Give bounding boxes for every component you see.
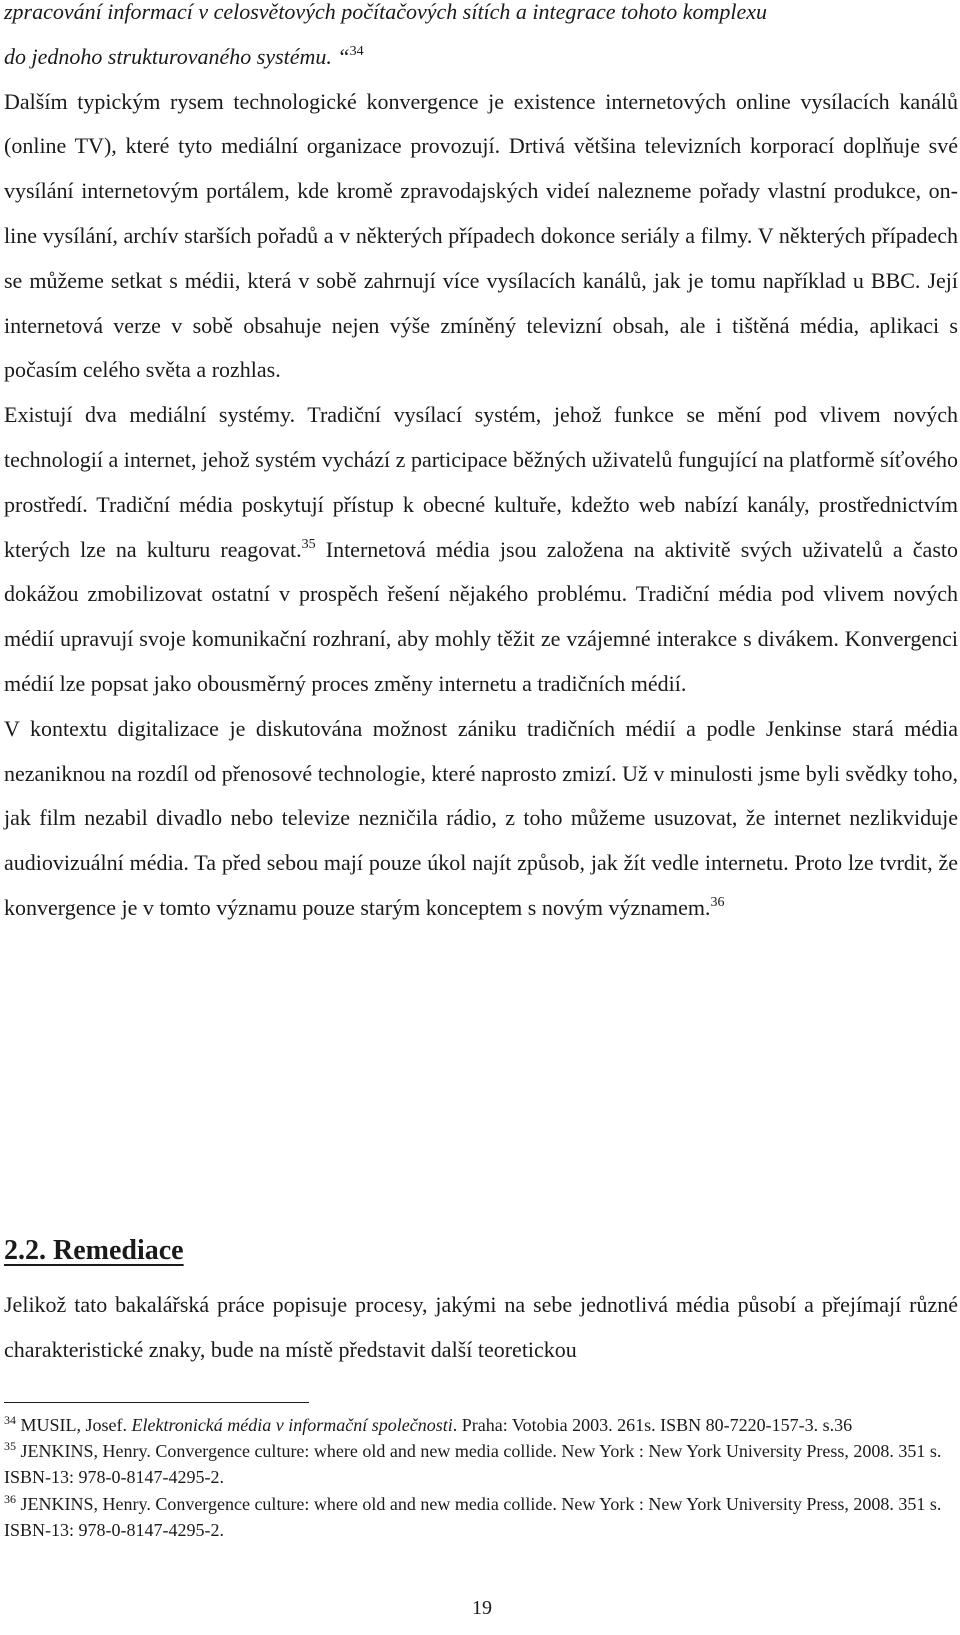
section-heading-text: 2.2. Remediace (4, 1235, 184, 1266)
page-number: 19 (472, 1597, 492, 1619)
footnote-separator (4, 1402, 309, 1403)
footnote-35-text: JENKINS, Henry. Convergence culture: where old and new media collide. New York : New York University Press, 2008. 351 s. ISBN-13: 978-0-8147-4295-2. (4, 1441, 942, 1488)
footnote-ref-34: 34 (349, 43, 364, 59)
paragraph-online-tv: Dalším typickým rysem technologické konvergence je existence internetových online vysílacích kanálů (online TV), které tyto mediální organizace provozují. Drtivá většina televizních korporací doplňuje své vysílání internetovým portálem, kde kromě zpravodajských videí nalezneme pořady vlastní produkce, on-line vysílání, archív starších pořadů a v některých případech dokonce seriály a filmy. V některých případech se můžeme setkat s médii, která v sobě zahrnují více vysílacích kanálů, jak je tomu například u BBC. Její internetová verze v sobě obsahuje nejen výše zmíněný televizní obsah, ale i tištěná média, aplikaci s počasím celého světa a rozhlas. (4, 88, 958, 383)
document-page (4, 0, 960, 1635)
footnote-36 (4, 1491, 954, 1543)
paragraph-media-systems (4, 393, 958, 707)
quote-continuation (4, 0, 958, 80)
footnote-ref-36: 36 (710, 894, 725, 910)
footnote-ref-35: 35 (301, 536, 316, 552)
footnote-number-34: 34 (4, 1413, 16, 1427)
footnote-36-text: JENKINS, Henry. Convergence culture: where old and new media collide. New York : New York University Press, 2008. 351 s. ISBN-13: 978-0-8147-4295-2. (4, 1493, 942, 1540)
footnote-35 (4, 1438, 954, 1490)
footnote-34-title: Elektronická média v informační společnosti (131, 1415, 453, 1435)
footnote-34-rest: . Praha: Votobia 2003. 261s. ISBN 80-7220-157-3. s.36 (452, 1415, 853, 1435)
quote-line-2: do jednoho strukturovaného systému. “ (4, 43, 350, 69)
paragraph-media-systems-part-1: Existují dva mediální systémy. Tradiční vysílací systém, jehož funkce se mění pod vlivem nových technologií a internet, jehož systém vychází z participace běžných uživatelů fungující na platformě síťového prostředí. Tradiční média poskytují přístup k obecné kultuře, kdežto web nabízí kanály, prostřednictvím kterých lze na kulturu reagovat. (4, 402, 958, 562)
footnote-34 (4, 1412, 954, 1438)
footnote-34-author: MUSIL, Josef. (20, 1415, 132, 1435)
paragraph-digitalization-text: V kontextu digitalizace je diskutována možnost zániku tradičních médií a podle Jenkinse stará média nezaniknou na rozdíl od přenosové technologie, které naprosto zmizí. Už v minulosti jsme byli svědky toho, jak film nezabil divadlo nebo televize nezničila rádio, z toho můžeme usuzovat, že internet nezlikviduje audiovizuální média. Ta před sebou mají pouze úkol najít způsob, jak žít vedle internetu. Proto lze tvrdit, že konvergence je v tomto významu pouze starým konceptem s novým významem. (4, 715, 958, 920)
paragraph-remediace-intro: Jelikož tato bakalářská práce popisuje procesy, jakými na sebe jednotlivá média působí a přejímají různé charakteristické znaky, bude na místě představit další teoretickou (4, 1292, 958, 1362)
paragraph-digitalization (4, 707, 958, 931)
paragraph-media-systems-part-2: Internetová média jsou založena na aktivitě svých uživatelů a často dokážou zmobilizovat ostatní v prospěch řešení nějakého problému. Tradiční média pod vlivem nových médií upravují svoje komunikační rozhraní, aby mohly těžit ze vzájemné interakce s divákem. Konvergenci médií lze popsat jako obousměrný proces změny internetu a tradičních médií. (4, 536, 958, 696)
footnote-number-35: 35 (4, 1439, 16, 1454)
section-heading (4, 1229, 184, 1273)
quote-line-1: zpracování informací v celosvětových počítačových sítích a integrace tohoto komplexu (4, 0, 768, 24)
footnote-number-36: 36 (4, 1491, 16, 1506)
body-text (4, 0, 958, 931)
footnotes (4, 1412, 954, 1543)
section-text (4, 1283, 958, 1373)
